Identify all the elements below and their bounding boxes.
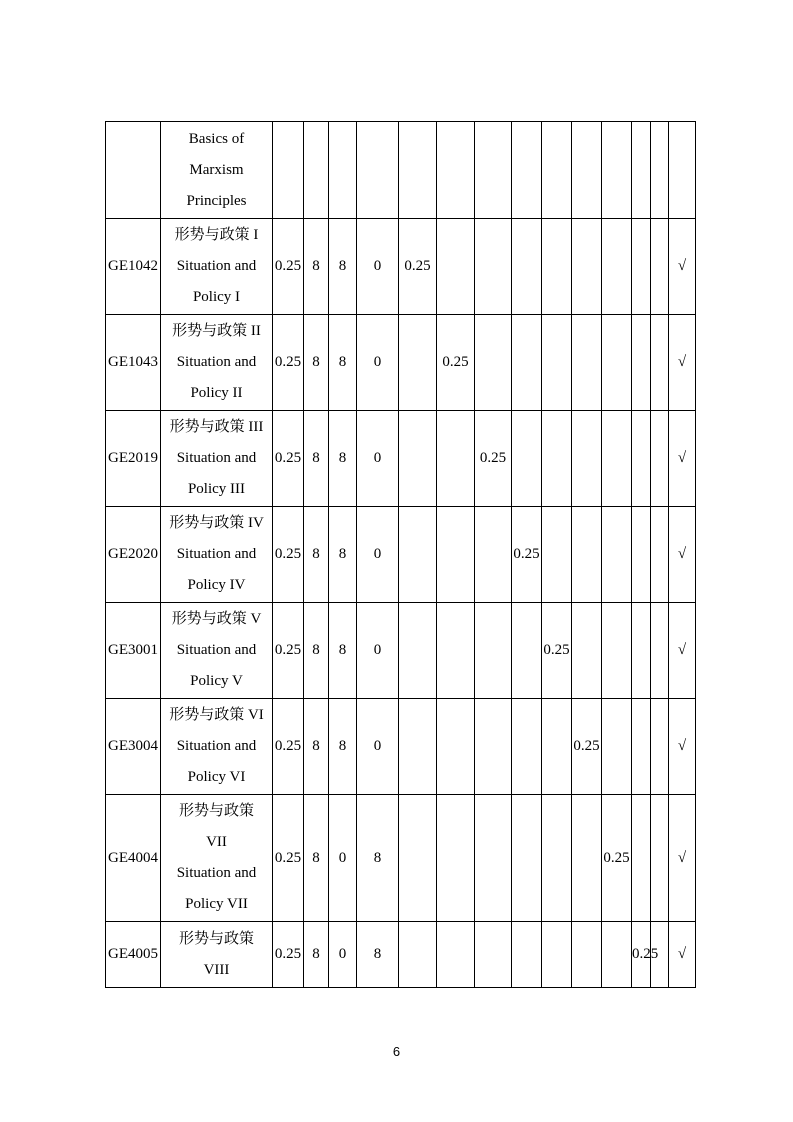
check-cell: √ (669, 507, 696, 603)
check-cell: √ (669, 411, 696, 507)
course-code-cell: GE1042 (106, 219, 161, 315)
course-name-line: Policy IV (187, 577, 246, 593)
semester-7-cell (602, 411, 632, 507)
semester-7-cell (602, 507, 632, 603)
semester-3-cell (475, 315, 512, 411)
check-cell: √ (669, 699, 696, 795)
lecture-hours-cell: 8 (329, 507, 357, 603)
course-table (105, 121, 696, 988)
practice-hours-cell: 0 (357, 699, 399, 795)
lecture-hours-cell: 8 (329, 699, 357, 795)
semester-4-cell (512, 699, 542, 795)
semester-2-cell (437, 507, 475, 603)
course-name-line: Situation and (176, 546, 257, 562)
lecture-hours-cell: 8 (329, 603, 357, 699)
semester-1-cell (399, 315, 437, 411)
check-cell: √ (669, 315, 696, 411)
lecture-hours-cell: 8 (329, 315, 357, 411)
semester-9-cell (651, 603, 669, 699)
course-name-line: Principles (186, 192, 247, 209)
credit-cell (273, 122, 304, 219)
semester-7-cell: 0.25 (602, 795, 632, 922)
semester-1-cell (399, 507, 437, 603)
lecture-hours-cell (329, 122, 357, 219)
semester-5-cell (542, 122, 572, 219)
practice-hours-cell: 8 (357, 922, 399, 988)
practice-hours-cell: 8 (357, 795, 399, 922)
semester-6-cell: 0.25 (572, 699, 602, 795)
table-row (106, 219, 696, 315)
semester-8-cell (632, 603, 651, 699)
semester-4-cell: 0.25 (512, 507, 542, 603)
semester-8-cell (632, 699, 651, 795)
table-row (106, 795, 696, 922)
course-name-line: VII (206, 834, 227, 850)
semester-1-cell (399, 922, 437, 988)
total-hours-cell: 8 (304, 219, 329, 315)
semester-1-cell (399, 411, 437, 507)
semester-2-cell (437, 122, 475, 219)
semester-8-cell (632, 122, 651, 219)
semester-1-cell (399, 795, 437, 922)
practice-hours-cell: 0 (357, 219, 399, 315)
table-row (106, 315, 696, 411)
course-code-cell: GE4004 (106, 795, 161, 922)
semester-9-cell (651, 122, 669, 219)
total-hours-cell (304, 122, 329, 219)
semester-7-cell (602, 922, 632, 988)
practice-hours-cell: 0 (357, 411, 399, 507)
total-hours-cell: 8 (304, 411, 329, 507)
check-cell (669, 122, 696, 219)
course-name-line: 形势与政策 I (174, 227, 259, 243)
course-name-line: Situation and (176, 354, 257, 370)
table-row (106, 122, 696, 219)
credit-cell: 0.25 (273, 699, 304, 795)
semester-6-cell (572, 219, 602, 315)
semester-5-cell (542, 699, 572, 795)
semester-4-cell (512, 122, 542, 219)
credit-cell: 0.25 (273, 219, 304, 315)
semester-8-cell (632, 795, 651, 922)
semester-3-cell (475, 507, 512, 603)
course-name-line: Policy I (192, 289, 241, 305)
course-name-line: Situation and (176, 258, 257, 274)
semester-2-cell (437, 699, 475, 795)
course-code-cell: GE2020 (106, 507, 161, 603)
table-body (106, 122, 696, 988)
semester-9-cell (651, 507, 669, 603)
semester-2-cell (437, 411, 475, 507)
credit-cell: 0.25 (273, 922, 304, 988)
course-name-line: Situation and (176, 738, 257, 754)
check-cell: √ (669, 219, 696, 315)
course-name-line: 形势与政策 V (171, 611, 262, 627)
semester-6-cell (572, 411, 602, 507)
semester-6-cell (572, 315, 602, 411)
semester-4-cell (512, 795, 542, 922)
course-name-cell (161, 122, 273, 219)
course-name-line: VIII (203, 961, 230, 978)
credit-cell: 0.25 (273, 603, 304, 699)
total-hours-cell: 8 (304, 603, 329, 699)
semester-5-cell: 0.25 (542, 603, 572, 699)
course-name-line: Marxism (189, 161, 244, 178)
table-row (106, 411, 696, 507)
semester-2-cell (437, 219, 475, 315)
semester-5-cell (542, 795, 572, 922)
total-hours-cell: 8 (304, 507, 329, 603)
total-hours-cell: 8 (304, 922, 329, 988)
semester-1-cell (399, 699, 437, 795)
lecture-hours-cell: 0 (329, 795, 357, 922)
page-number: 6 (392, 1044, 401, 1059)
semester-1-cell (399, 603, 437, 699)
semester-6-cell (572, 922, 602, 988)
course-name-line: Policy V (190, 673, 243, 689)
course-name-line: Situation and (176, 865, 257, 881)
course-name-line: 形势与政策 (178, 930, 254, 947)
course-code-cell: GE2019 (106, 411, 161, 507)
semester-8-cell (632, 219, 651, 315)
practice-hours-cell (357, 122, 399, 219)
course-name-cell (161, 795, 273, 922)
course-name-line: 形势与政策 VI (169, 707, 264, 723)
course-name-line: Situation and (176, 642, 257, 658)
course-name-line: Situation and (176, 450, 257, 466)
total-hours-cell: 8 (304, 795, 329, 922)
course-name-cell (161, 315, 273, 411)
semester-6-cell (572, 603, 602, 699)
course-name-cell (161, 507, 273, 603)
semester-5-cell (542, 411, 572, 507)
course-name-cell (161, 603, 273, 699)
course-name-cell (161, 411, 273, 507)
course-name-line: 形势与政策 III (169, 419, 264, 435)
course-code-cell: GE3004 (106, 699, 161, 795)
semester-3-cell (475, 219, 512, 315)
semester-7-cell (602, 315, 632, 411)
semester-7-cell (602, 603, 632, 699)
course-name-cell (161, 922, 273, 988)
credit-cell: 0.25 (273, 315, 304, 411)
course-name-line: Policy II (190, 385, 243, 401)
practice-hours-cell: 0 (357, 507, 399, 603)
semester-6-cell (572, 122, 602, 219)
semester-3-cell (475, 603, 512, 699)
check-cell: √ (669, 795, 696, 922)
semester-4-cell (512, 411, 542, 507)
course-name-line: 形势与政策 IV (169, 515, 264, 531)
lecture-hours-cell: 8 (329, 219, 357, 315)
lecture-hours-cell: 0 (329, 922, 357, 988)
semester-7-cell (602, 219, 632, 315)
credit-cell: 0.25 (273, 411, 304, 507)
course-name-cell (161, 699, 273, 795)
course-code-cell (106, 122, 161, 219)
semester-7-cell (602, 122, 632, 219)
semester-3-cell (475, 795, 512, 922)
semester-9-cell (651, 699, 669, 795)
semester-7-cell (602, 699, 632, 795)
semester-2-cell: 0.25 (437, 315, 475, 411)
total-hours-cell: 8 (304, 315, 329, 411)
course-name-line: 形势与政策 (178, 803, 254, 819)
table-row (106, 699, 696, 795)
semester-6-cell (572, 795, 602, 922)
semester-9-cell (651, 411, 669, 507)
total-hours-cell: 8 (304, 699, 329, 795)
semester-8-cell: 0.25 (632, 922, 651, 988)
semester-3-cell (475, 922, 512, 988)
semester-8-cell (632, 315, 651, 411)
course-code-cell: GE4005 (106, 922, 161, 988)
course-name-line: Policy III (187, 481, 246, 497)
semester-6-cell (572, 507, 602, 603)
course-name-cell (161, 219, 273, 315)
credit-cell: 0.25 (273, 507, 304, 603)
semester-1-cell: 0.25 (399, 219, 437, 315)
semester-4-cell (512, 922, 542, 988)
course-name-line: Policy VII (185, 896, 248, 912)
semester-8-cell (632, 507, 651, 603)
course-code-cell: GE1043 (106, 315, 161, 411)
semester-5-cell (542, 922, 572, 988)
semester-3-cell (475, 699, 512, 795)
practice-hours-cell: 0 (357, 603, 399, 699)
check-cell: √ (669, 603, 696, 699)
credit-cell: 0.25 (273, 795, 304, 922)
semester-5-cell (542, 315, 572, 411)
semester-9-cell (651, 315, 669, 411)
course-name-line: Basics of (188, 130, 245, 147)
semester-5-cell (542, 219, 572, 315)
semester-9-cell (651, 219, 669, 315)
semester-3-cell (475, 122, 512, 219)
semester-1-cell (399, 122, 437, 219)
course-name-line: 形势与政策 II (172, 323, 261, 339)
semester-4-cell (512, 603, 542, 699)
lecture-hours-cell: 8 (329, 411, 357, 507)
practice-hours-cell: 0 (357, 315, 399, 411)
course-code-cell: GE3001 (106, 603, 161, 699)
semester-4-cell (512, 219, 542, 315)
semester-2-cell (437, 922, 475, 988)
table-row (106, 922, 696, 988)
table-row (106, 507, 696, 603)
semester-2-cell (437, 603, 475, 699)
table-row (106, 603, 696, 699)
semester-8-cell (632, 411, 651, 507)
semester-2-cell (437, 795, 475, 922)
semester-9-cell (651, 795, 669, 922)
semester-3-cell: 0.25 (475, 411, 512, 507)
semester-4-cell (512, 315, 542, 411)
semester-5-cell (542, 507, 572, 603)
check-cell: √ (669, 922, 696, 988)
course-name-line: Policy VI (187, 769, 246, 785)
